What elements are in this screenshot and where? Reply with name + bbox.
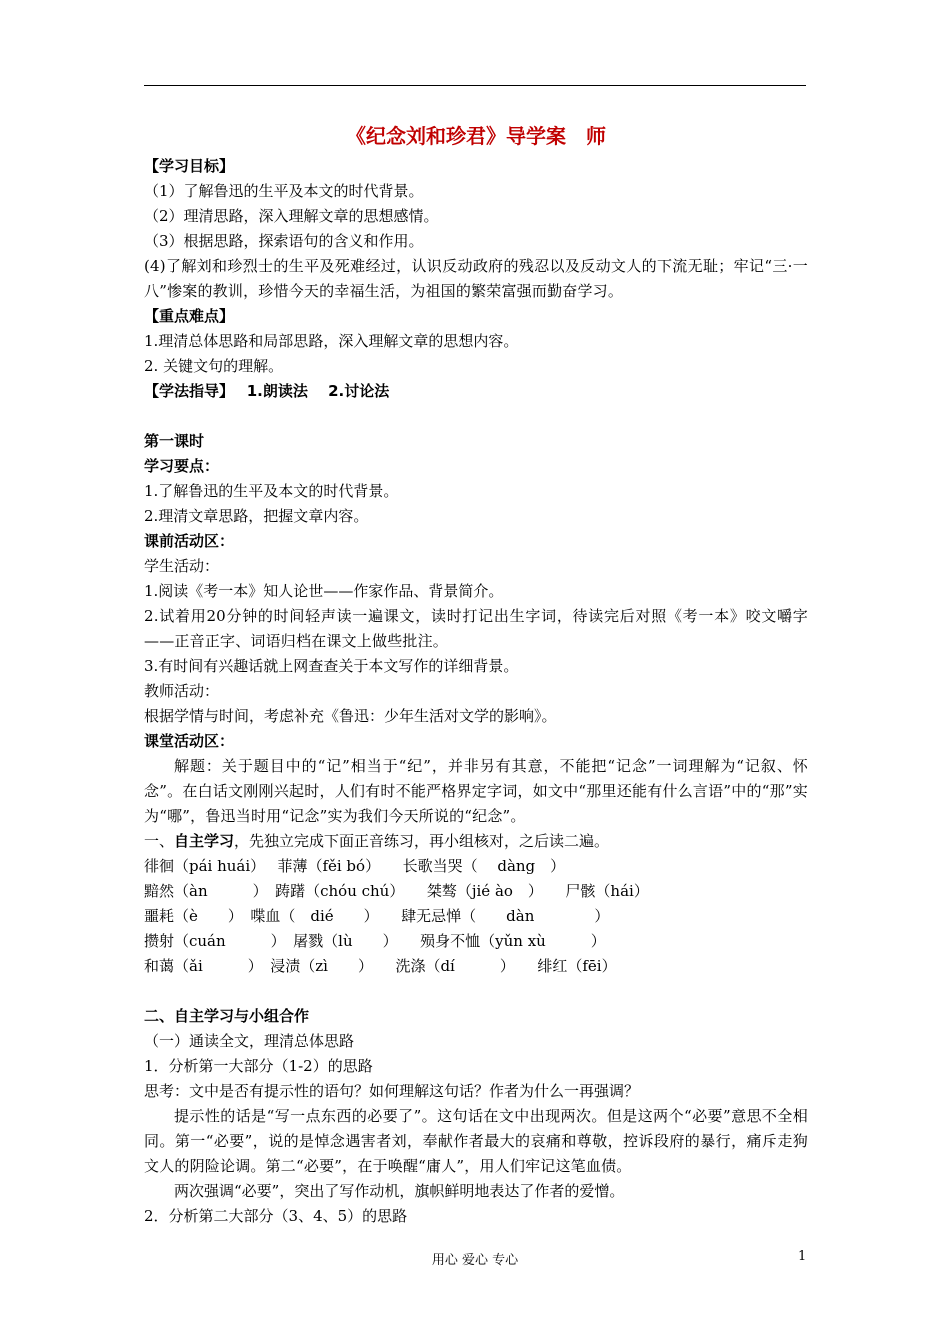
study-points-heading: 学习要点： (144, 457, 220, 475)
study-point-item: 1.了解鲁迅的生平及本文的时代背景。 (144, 482, 399, 500)
inclass-heading: 课堂活动区： (144, 732, 235, 750)
page-footer: 用心 爱心 专心 (431, 1253, 519, 1268)
teacher-activity: 根据学情与时间，考虑补充《鲁迅：少年生活对文学的影响》。 (144, 707, 557, 725)
objectives-heading: 【学习目标】 (144, 157, 235, 175)
answer-paragraph: 提示性的话是“写一点东西的必要了”。这句话在文中出现两次。但是这两个“必要”意思不全相同。第一“必要”，说的是悼念遇害者刘，奉献作者最大的哀痛和尊敬，控诉段府的暴行，痛斥走狗文人的阴险论调。第二“必要”，在于唤醒“庸人”，用人们牢记这笔血债。 (144, 1107, 808, 1175)
preclass-heading: 课前活动区： (144, 532, 235, 550)
study-point-item: 2.理清文章思路，把握文章内容。 (144, 507, 369, 525)
pinyin-row: 和蔼（ǎi ） 浸渍（zì ） 洗涤（dí ） 绯红（fēi） (144, 957, 617, 975)
teacher-activity-label: 教师活动： (144, 682, 220, 700)
student-activity-item: 3.有时间有兴趣话就上网查查关于本文写作的详细背景。 (144, 657, 519, 675)
method-guide: 【学法指导】 1.朗读法 2.讨论法 (144, 382, 390, 400)
title-explanation: 解题：关于题目中的“记”相当于“纪”，并非另有其意，不能把“记念”一词理解为“记叙、怀念”。在白话文刚刚兴起时，人们有时不能严格界定字词，如文中“那里还能有什么言语”中的“那”实为“哪”，鲁迅当时用“记念”实为我们今天所说的“纪念”。 (144, 757, 808, 825)
section-one-heading (144, 829, 808, 854)
page-title: 《纪念刘和珍君》导学案 师 (346, 124, 606, 148)
section-two-subheading: （一）通读全文，理清总体思路 (144, 1032, 355, 1050)
document-body (144, 120, 808, 1229)
pinyin-row: 攒射（cuán ） 屠戮（lù ） 殒身不恤（yǔn xù ） (144, 932, 606, 950)
key-points-heading: 【重点难点】 (144, 307, 235, 325)
header-rule (144, 85, 806, 86)
key-point-item: 1.理清总体思路和局部思路，深入理解文章的思想内容。 (144, 332, 519, 350)
analysis-item: 1．分析第一大部分（1-2）的思路 (144, 1057, 373, 1075)
key-point-item: 2. 关键文句的理解。 (144, 357, 284, 375)
think-question: 思考：文中是否有提示性的语句？如何理解这句话？作者为什么一再强调？ (144, 1082, 640, 1100)
pinyin-row: 噩耗（è ） 喋血（ dié ） 肆无忌惮（ dàn ） (144, 907, 610, 925)
lesson-heading: 第一课时 (144, 432, 205, 450)
objective-item: （3）根据思路，探索语句的含义和作用。 (144, 232, 424, 250)
student-activity-item: 2.试着用20分钟的时间轻声读一遍课文，读时打记出生字词，待读完后对照《考一本》咬文嚼字——正音正字、词语归档在课文上做些批注。 (144, 607, 808, 650)
pinyin-row: 黯然（àn ） 踌躇（chóu chú） 桀骜（jié ào ） 尸骸（hái） (144, 882, 649, 900)
section-one-rest: ，先独立完成下面正音练习，再小组核对，之后读二遍。 (234, 832, 610, 850)
section-two-heading: 二、自主学习与小组合作 (144, 1007, 310, 1025)
section-one-prefix: 一、 (144, 832, 175, 850)
objective-item: (4)了解刘和珍烈士的生平及死难经过，认识反动政府的残忍以及反动文人的下流无耻；牢记“三·一 八”惨案的教训，珍惜今天的幸福生活，为祖国的繁荣富强而勤奋学习。 (144, 257, 808, 300)
objective-item: （1）了解鲁迅的生平及本文的时代背景。 (144, 182, 424, 200)
objective-item: （2）理清思路，深入理解文章的思想感情。 (144, 207, 439, 225)
student-activity-label: 学生活动： (144, 557, 220, 575)
answer-paragraph: 两次强调“必要”，突出了写作动机，旗帜鲜明地表达了作者的爱憎。 (174, 1182, 625, 1200)
analysis-item: 2．分析第二大部分（3、4、5）的思路 (144, 1207, 408, 1225)
student-activity-item: 1.阅读《考一本》知人论世——作家作品、背景简介。 (144, 582, 504, 600)
page-number: 1 (798, 1249, 807, 1264)
pinyin-row: 徘徊（pái huái） 菲薄（fěi bó） 长歌当哭（ dàng ） (144, 857, 566, 875)
section-one-bold: 自主学习 (174, 832, 235, 850)
